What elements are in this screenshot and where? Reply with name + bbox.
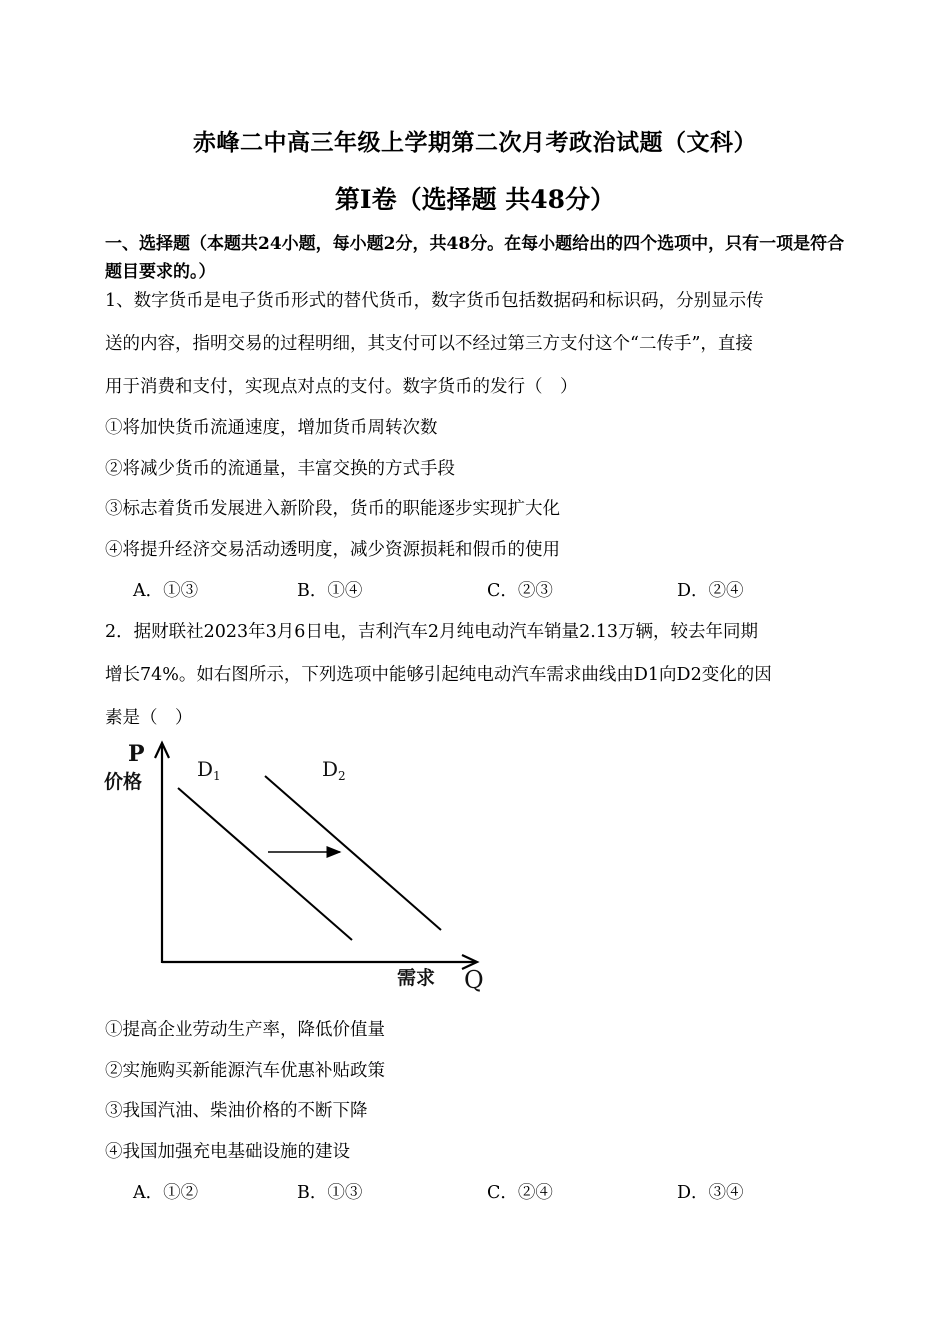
q2-stem-line-1: 2．据财联社2023年3月6日电，吉利汽车2月纯电动汽车销量2.13万辆，较去年同期 [105,622,759,642]
x-axis-letter: Q [464,966,484,994]
curve-label-d1: $D_1$ [197,757,221,783]
q1-statement-3: ③标志着货币发展进入新阶段，货币的职能逐步实现扩大化 [105,499,560,519]
q2-option-b: B．①③ [297,1183,363,1203]
exam-title: 赤峰二中高三年级上学期第二次月考政治试题（文科） [193,129,757,156]
q1-statement-4: ④将提升经济交易活动透明度，减少资源损耗和假币的使用 [105,540,560,560]
section-header: 一、选择题（本题共24小题，每小题2分，共48分。在每小题给出的四个选项中，只有一项是符合题目要求的。） [105,234,845,282]
q2-stem-line-3: 素是（ ） [105,708,193,728]
q2-option-c: C．②④ [487,1183,553,1203]
demand-curve-graph [100,738,500,998]
part-title: 第Ⅰ卷（选择题 共48分） [334,185,616,214]
q1-stem-line-1: 1、数字货币是电子货币形式的替代货币，数字货币包括数据码和标识码，分别显示传 [105,291,764,311]
q1-option-c: C．②③ [487,581,553,601]
q2-statement-3: ③我国汽油、柴油价格的不断下降 [105,1101,368,1121]
q2-statement-1: ①提高企业劳动生产率，降低价值量 [105,1020,385,1040]
q1-option-b: B．①④ [297,581,363,601]
q2-statement-2: ②实施购买新能源汽车优惠补贴政策 [105,1061,385,1081]
y-axis-label: 价格 [104,771,143,793]
y-axis-letter: P [128,741,145,767]
q1-statement-1: ①将加快货币流通速度，增加货币周转次数 [105,418,438,438]
q1-stem-line-2: 送的内容，指明交易的过程明细，其支付可以不经过第三方支付这个“二传手”，直接 [105,334,753,354]
q2-option-d: D．③④ [677,1183,744,1203]
q1-option-d: D．②④ [677,581,744,601]
q2-option-a: A．①② [133,1183,199,1203]
q1-statement-2: ②将减少货币的流通量，丰富交换的方式手段 [105,459,455,479]
q2-statement-4: ④我国加强充电基础设施的建设 [105,1142,350,1162]
q1-stem-line-3: 用于消费和支付，实现点对点的支付。数字货币的发行（ ） [105,377,578,397]
q1-option-a: A．①③ [133,581,199,601]
demand-curve-d2 [265,776,441,930]
q2-stem-line-2: 增长74%。如右图所示，下列选项中能够引起纯电动汽车需求曲线由D1向D2变化的因 [105,665,772,685]
curve-label-d2: $D_2$ [322,757,346,783]
x-axis-label: 需求 [397,967,436,989]
demand-curve-d1 [178,788,352,940]
